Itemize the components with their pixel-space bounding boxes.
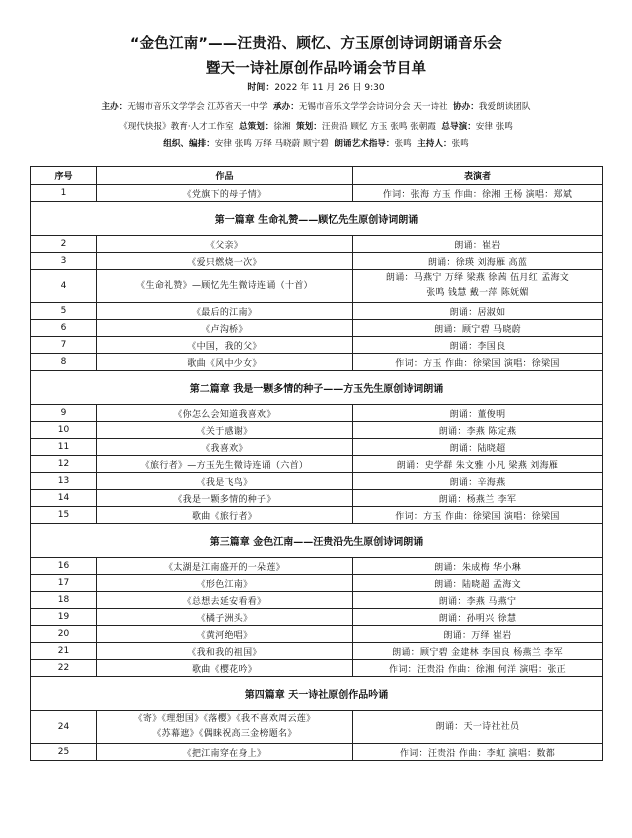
table-header-row [31, 167, 603, 185]
row-performer: 作词：汪贵沿 作曲：李虹 演唱：数都 [353, 744, 603, 761]
table-row [31, 422, 603, 439]
table-row [31, 303, 603, 320]
time-label: 时间： [247, 83, 275, 93]
director-value: 汪贵沿 顾忆 方玉 张鸣 张朝霞 [321, 122, 436, 132]
mc-label: 主持人： [417, 139, 452, 149]
planner-value: 徐湘 [273, 122, 291, 132]
row-performer: 朗诵：孙明兴 徐慧 [353, 609, 603, 626]
table-row [31, 609, 603, 626]
row-number: 1 [31, 185, 97, 202]
row-number: 4 [31, 270, 97, 303]
row-number: 18 [31, 592, 97, 609]
table-row [31, 456, 603, 473]
table-row [31, 660, 603, 677]
row-work: 《关于感谢》 [97, 422, 353, 439]
row-performer: 朗诵：李燕 马燕宁 [353, 592, 603, 609]
row-number: 24 [31, 711, 97, 744]
credits-line-3 [40, 139, 592, 149]
table-row [31, 354, 603, 371]
table-row [31, 337, 603, 354]
row-work: 《最后的江南》 [97, 303, 353, 320]
table-row [31, 253, 603, 270]
row-number: 19 [31, 609, 97, 626]
row-number: 10 [31, 422, 97, 439]
row-performer [353, 270, 603, 303]
row-number: 6 [31, 320, 97, 337]
row-work: 歌曲《樱花吟》 [97, 660, 353, 677]
row-number: 5 [31, 303, 97, 320]
row-number: 25 [31, 744, 97, 761]
row-number: 16 [31, 558, 97, 575]
row-number: 15 [31, 507, 97, 524]
row-work: 《你怎么会知道我喜欢》 [97, 405, 353, 422]
time-value: 2022 年 11 月 26 日 9:30 [274, 83, 385, 93]
org-label: 组织、编排： [163, 139, 215, 149]
row-performer: 作词：张海 方玉 作曲：徐湘 王杨 演唱：郑斌 [353, 185, 603, 202]
row-work: 《爱只燃烧一次》 [97, 253, 353, 270]
row-number: 22 [31, 660, 97, 677]
table-row [31, 473, 603, 490]
table-row [31, 643, 603, 660]
table-row [31, 439, 603, 456]
row-performer: 朗诵：李燕 陈定燕 [353, 422, 603, 439]
row-performer: 朗诵：李国良 [353, 337, 603, 354]
director-label: 策划： [296, 122, 322, 132]
page-title: “金色江南”——汪贵沿、顾忆、方玉原创诗词朗诵音乐会 [129, 36, 503, 52]
art-label: 朗诵艺术指导： [334, 139, 395, 149]
row-work: 《党旗下的母子情》 [97, 185, 353, 202]
credits-line-2 [40, 122, 592, 132]
row-performer: 朗诵：朱成梅 华小琳 [353, 558, 603, 575]
work-line-1: 《寄》《理想国》《落樱》《我不喜欢周云莲》 [133, 714, 316, 724]
table-row [31, 185, 603, 202]
row-number: 13 [31, 473, 97, 490]
header-number: 序号 [31, 167, 97, 185]
row-performer: 作词：方玉 作曲：徐梁国 演唱：徐梁国 [353, 507, 603, 524]
table-row [31, 711, 603, 744]
row-work: 《我喜欢》 [97, 439, 353, 456]
row-work: 《我是飞鸟》 [97, 473, 353, 490]
event-time [0, 80, 632, 93]
row-performer: 朗诵：杨燕兰 李军 [353, 490, 603, 507]
row-work: 歌曲《旅行者》 [97, 507, 353, 524]
org-value: 安律 张鸣 万绎 马晓蔚 顾宁碧 [214, 139, 329, 149]
row-number: 11 [31, 439, 97, 456]
row-work [97, 711, 353, 744]
assist-label: 协办： [453, 102, 479, 112]
chapter-row [31, 202, 603, 236]
chapter-title: 第三篇章 金色江南——汪贵沿先生原创诗词朗诵 [31, 524, 603, 558]
row-work: 《橘子洲头》 [97, 609, 353, 626]
table-row [31, 558, 603, 575]
row-work: 《父亲》 [97, 236, 353, 253]
row-work: 《形色江南》 [97, 575, 353, 592]
row-number: 7 [31, 337, 97, 354]
chapter-title: 第二篇章 我是一颗多情的种子——方玉先生原创诗词朗诵 [31, 371, 603, 405]
row-performer: 朗诵：辛海燕 [353, 473, 603, 490]
row-number: 3 [31, 253, 97, 270]
chapter-row [31, 524, 603, 558]
row-performer: 朗诵：万绎 崔岩 [353, 626, 603, 643]
assist-value: 我爱朗读团队 [478, 102, 531, 112]
row-performer: 朗诵：天一诗社社员 [353, 711, 603, 744]
row-number: 9 [31, 405, 97, 422]
table-row [31, 405, 603, 422]
row-work: 《旅行者》—方玉先生微诗连诵（六首） [97, 456, 353, 473]
row-work: 《把江南穿在身上》 [97, 744, 353, 761]
table-row [31, 592, 603, 609]
row-work: 《卢沟桥》 [97, 320, 353, 337]
row-performer: 作词：方玉 作曲：徐梁国 演唱：徐梁国 [353, 354, 603, 371]
program-table [30, 166, 603, 761]
undertake-label: 承办： [273, 102, 299, 112]
table-row [31, 575, 603, 592]
work-line-2: 《苏幕遮》《偶睐祝高三金榜题名》 [152, 729, 297, 739]
chief-director-value: 安律 张鸣 [475, 122, 513, 132]
row-work: 《总想去延安看看》 [97, 592, 353, 609]
row-work: 《我是一颗多情的种子》 [97, 490, 353, 507]
header-work: 作品 [97, 167, 353, 185]
row-work: 《我和我的祖国》 [97, 643, 353, 660]
chief-director-label: 总导演： [441, 122, 476, 132]
row-performer: 作词：汪贵沿 作曲：徐湘 何洋 演唱：张正 [353, 660, 603, 677]
art-value: 张鸣 [394, 139, 412, 149]
media-value: 《现代快报》教育·人才工作室 [119, 122, 234, 132]
header-performer: 表演者 [353, 167, 603, 185]
chapter-row [31, 371, 603, 405]
undertake-value: 无锡市音乐文学学会诗词分会 天一诗社 [298, 102, 448, 112]
row-performer: 朗诵：崔岩 [353, 236, 603, 253]
row-performer: 朗诵：居淑如 [353, 303, 603, 320]
row-performer: 朗诵：陆晓超 孟海文 [353, 575, 603, 592]
row-number: 14 [31, 490, 97, 507]
performer-line-2: 张鸣 钱慧 戴一萍 陈妩媚 [426, 288, 529, 298]
table-row [31, 320, 603, 337]
row-performer: 朗诵：董俊明 [353, 405, 603, 422]
chapter-row [31, 677, 603, 711]
row-performer: 朗诵：史学群 朱文雅 小凡 梁燕 刘海雁 [353, 456, 603, 473]
table-row [31, 507, 603, 524]
table-row [31, 270, 603, 303]
planner-label: 总策划： [239, 122, 274, 132]
table-row [31, 626, 603, 643]
table-row [31, 236, 603, 253]
row-number: 20 [31, 626, 97, 643]
mc-value: 张鸣 [451, 139, 469, 149]
credits-line-1 [40, 102, 592, 112]
host-label: 主办： [101, 102, 128, 112]
row-work: 歌曲《风中少女》 [97, 354, 353, 371]
row-performer: 朗诵：徐瑛 刘海雁 高蓝 [353, 253, 603, 270]
row-number: 21 [31, 643, 97, 660]
row-work: 《黄河绝唱》 [97, 626, 353, 643]
row-number: 17 [31, 575, 97, 592]
row-work: 《中国，我的父》 [97, 337, 353, 354]
host-value: 无锡市音乐文学学会 江苏省天一中学 [127, 102, 268, 112]
row-work: 《生命礼赞》—顾忆先生微诗连诵（十首） [97, 270, 353, 303]
row-performer: 朗诵：陆晓超 [353, 439, 603, 456]
chapter-title: 第一篇章 生命礼赞——顾忆先生原创诗词朗诵 [31, 202, 603, 236]
row-work: 《太湖是江南盛开的一朵莲》 [97, 558, 353, 575]
row-performer: 朗诵：顾宁碧 金建林 李国良 杨燕兰 李军 [353, 643, 603, 660]
page-subtitle: 暨天一诗社原创作品吟诵会节目单 [205, 61, 427, 77]
row-performer: 朗诵：顾宁碧 马晓蔚 [353, 320, 603, 337]
row-number: 8 [31, 354, 97, 371]
table-row [31, 744, 603, 761]
row-number: 2 [31, 236, 97, 253]
performer-line-1: 朗诵：马燕宁 万绎 梁燕 徐茜 伍月红 孟海文 [385, 273, 570, 283]
chapter-title: 第四篇章 天一诗社原创作品吟诵 [31, 677, 603, 711]
row-number: 12 [31, 456, 97, 473]
table-row [31, 490, 603, 507]
